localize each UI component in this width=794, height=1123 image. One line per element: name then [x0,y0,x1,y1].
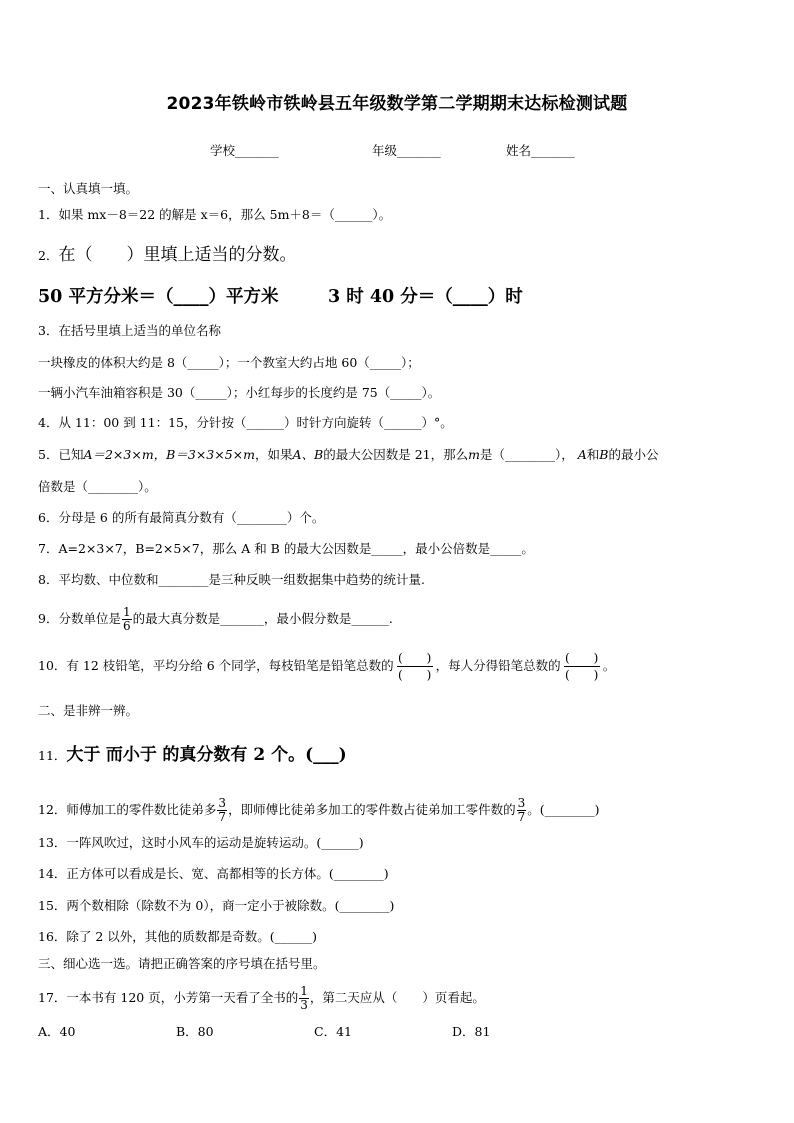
fraction-numerator: ( ) [565,651,599,665]
q5-variable-m: m [468,447,480,462]
fraction-numerator: 1 [300,984,308,998]
question-2-sub-1: 50 平方分米＝（____）平方米 [38,287,279,307]
fraction-denominator: 7 [218,810,227,824]
question-11 [38,740,347,765]
name-field: 姓名_______ [506,143,575,158]
fraction-denominator: ( ) [397,668,432,682]
page-title: 2023年铁岭市铁岭县五年级数学第二学期期末达标检测试题 [166,94,628,114]
q12-part: 。(________) [527,802,600,817]
fraction-one-sixth [122,606,132,633]
q11-part: 的真分数有 2 个。(___) [162,745,347,765]
q5-variable-b: B [599,447,609,462]
q5-variable-a: A [577,447,587,462]
question-16: 16．除了 2 以外，其他的质数都是奇数。(______) [38,929,318,944]
fraction-numerator: 3 [218,796,227,810]
grade-field: 年级_______ [372,143,441,158]
q12-part: 12．师傅加工的零件数比徒弟多 [38,802,217,817]
q9-part: 的最大真分数是_______，最小假分数是______. [132,611,393,626]
question-2-sub-2: 3 时 40 分＝（____）时 [328,287,523,307]
blank-fraction-2 [564,650,600,683]
question-17 [38,985,485,1012]
q5-formula: A＝2×3×m，B＝3×3×5×m [83,447,256,462]
section-3-heading: 三、细心选一选。请把正确答案的序号填在括号里。 [38,956,326,971]
fraction-three-sevenths [517,797,527,824]
q17-part: 17．一本书有 120 页，小芳第一天看了全书的 [38,990,299,1005]
fraction-numerator: 3 [517,796,526,810]
question-4: 4．从 11：00 到 11：15，分针按（______）时针方向旋转（______）°。 [38,415,453,430]
option-a: A．40 [38,1024,76,1039]
fraction-denominator: 6 [122,619,131,633]
q11-part: 大于 [66,745,101,765]
question-3-line-1: 一块橡皮的体积大约是 8（_____）；一个教室大约占地 60（_____）； [38,355,420,370]
q5-part: 的最大公因数是 21，那么 [323,447,469,462]
fraction-one-third [299,985,309,1012]
option-d: D．81 [452,1024,491,1039]
fraction-numerator: ( ) [397,651,432,665]
question-10 [38,650,615,683]
question-1: 1．如果 mx－8＝22 的解是 x＝6，那么 5m＋8＝（______）。 [38,207,392,222]
question-3-line-2: 一辆小汽车油箱容积是 30（_____）；小红每步的长度约是 75（_____）。 [38,385,441,400]
question-14: 14．正方体可以看成是长、宽、高都相等的长方体。(________) [38,866,389,881]
question-5-line-1 [38,446,659,464]
fraction-denominator: 3 [300,998,308,1012]
question-12 [38,797,599,824]
q5-part: ，如果 [255,447,293,462]
school-field: 学校_______ [210,143,279,158]
q11-part: 而小于 [105,745,157,765]
option-b: B．80 [176,1024,214,1039]
question-5-line-2: 倍数是（________）。 [38,479,157,494]
question-2-text: 在（ ）里填上适当的分数。 [58,245,297,265]
q5-part: 是（________）， [480,447,574,462]
garbled-fraction-1 [101,750,105,761]
question-6: 6．分母是 6 的所有最简真分数有（________）个。 [38,510,325,525]
question-15: 15．两个数相除（除数不为 0），商一定小于被除数。(________) [38,898,395,913]
q10-part: ，每人分得铅笔总数的 [435,658,561,673]
question-8: 8．平均数、中位数和________是三种反映一组数据集中趋势的统计量. [38,572,425,587]
q10-part: 。 [602,658,616,673]
q10-part: 10．有 12 枝铅笔，平均分给 6 个同学，每枝铅笔是铅笔总数的 [38,658,394,673]
fraction-denominator: 7 [517,810,526,824]
garbled-fraction-2 [158,750,162,761]
q12-part: ，即师傅比徒弟多加工的零件数占徒弟加工零件数的 [228,802,516,817]
q9-part: 9．分数单位是 [38,611,121,626]
question-13: 13．一阵风吹过，这时小风车的运动是旋转运动。(______) [38,835,364,850]
question-2 [38,240,296,265]
option-c: C．41 [314,1024,352,1039]
q5-part: 和 [586,447,600,462]
question-9 [38,606,393,633]
q17-part: ，第二天应从（ ）页看起。 [309,990,485,1005]
blank-fraction-1 [397,650,433,683]
q5-part: 5．已知 [38,447,84,462]
fraction-denominator: ( ) [565,668,599,682]
section-1-heading: 一、认真填一填。 [38,181,139,196]
q5-part: 的最小公 [608,447,659,462]
fraction-three-sevenths [217,797,227,824]
question-2-number: 2． [38,248,59,263]
question-3: 3．在括号里填上适当的单位名称 [38,323,221,338]
section-2-heading: 二、是非辨一辨。 [38,703,139,718]
q5-variables: A、B [292,447,324,462]
question-7: 7．A=2×3×7，B=2×5×7，那么 A 和 B 的最大公因数是_____，最小公倍数是_____。 [38,541,534,556]
fraction-numerator: 1 [122,605,131,619]
question-11-number: 11． [38,748,67,763]
